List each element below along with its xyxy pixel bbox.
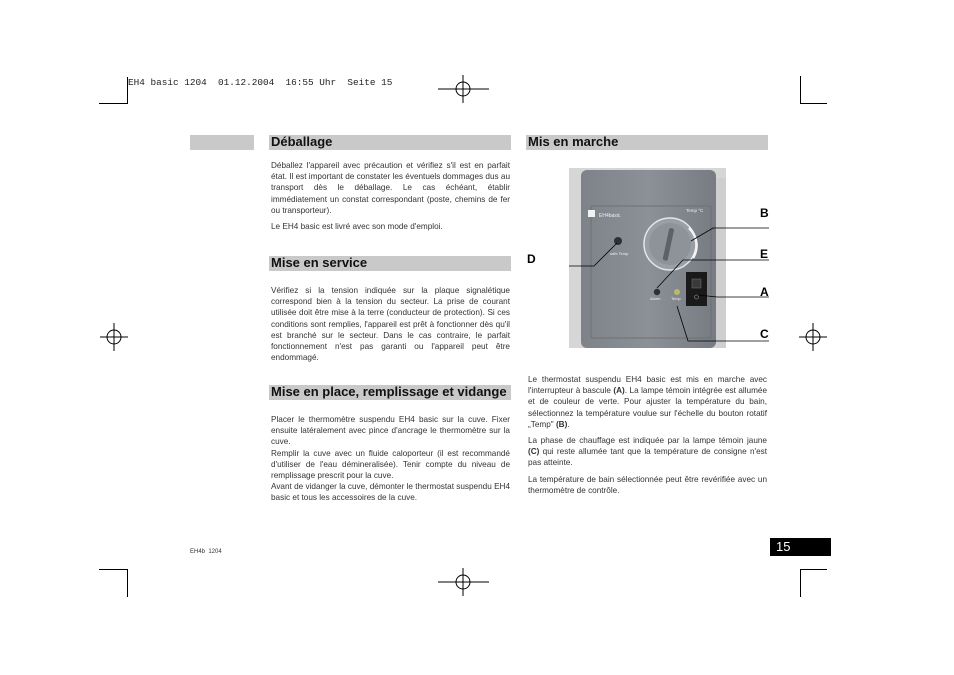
ref-c: (C) [528, 447, 540, 457]
section-title: Mise en place, remplissage et vidange [271, 384, 507, 399]
paragraph: Déballez l'appareil avec précaution et vérifiez s'il est en parfait état. Il est important de constater les éventuels dommages dus au transport dès le déballage. Le cas échéant, établir immédiatement un constat correspondant (poste, chemins de fer ou transporteur). [271, 161, 510, 215]
ref-b: (B) [555, 419, 568, 429]
text-run: . La lampe témoin intégrée est allumée et de couleur de verte. Pour ajuster la température du bain, sélectionnez la température voulue sur l'échelle du bouton rotatif „Temp" [528, 386, 767, 429]
text-run: qui reste allumée tant que la température de consigne n'est pas atteinte. [528, 447, 767, 468]
section-title: Mis en marche [528, 134, 619, 149]
brand-label: EH4basic [599, 213, 621, 219]
callout-b: B [760, 206, 769, 220]
paragraph [528, 374, 767, 430]
paragraph: Placer le thermomètre suspendu EH4 basic sur la cuve. Fixer ensuite latéralement avec pince d'ancrage le thermomètre sur la cuve. [271, 415, 510, 447]
page-number: 15 [776, 539, 791, 554]
text-run: Le thermostat suspendu EH4 basic est mis en marche avec l'interrupteur à bascule [528, 375, 767, 396]
paragraph: Vérifiez si la tension indiquée sur la plaque signalétique correspond bien à la tension du secteur. La prise de courant utilisée doit être mise à la terre (conducteur de protection). Si ces conditions sont remplies, l'appareil est prêt à fonctionner dès qu'il est branché sur le secteur. Dans le cas contraire, le parfait fonctionnement n'est pas garanti ou l'appareil peut être endommagé. [271, 286, 510, 363]
text-run: . [567, 419, 570, 429]
print-header: EH4 basic 1204 01.12.2004 16:55 Uhr Seite 15 [128, 77, 393, 88]
temp-scale-label: Temp °C [686, 208, 704, 213]
paragraph [528, 435, 767, 469]
paragraph: Avant de vidanger la cuve, démonter le thermostat suspendu EH4 basic et tous les accessoires de la cuve. [271, 482, 510, 503]
callout-e: E [760, 247, 769, 261]
footer-code: EH4b 1204 [190, 549, 222, 555]
ref-a: (A) [613, 386, 625, 396]
text-run: La phase de chauffage est indiquée par la lampe témoin jaune [528, 436, 767, 446]
callout-d: D [527, 252, 536, 266]
page-number-box [770, 538, 831, 556]
callout-c: C [760, 327, 769, 341]
callout-a: A [760, 285, 769, 299]
section-title: Mise en service [271, 255, 368, 270]
safe-temp-label: safe Temp [610, 251, 629, 256]
section-title: Déballage [271, 134, 333, 149]
section-body-mis-en-marche [528, 374, 767, 501]
temp-lamp-label: Temp [671, 296, 681, 301]
paragraph: La température de bain sélectionnée peut être revérifiée avec un thermomètre de contrôle. [528, 474, 767, 495]
alarm-label: Alarm [650, 296, 661, 301]
paragraph: Remplir la cuve avec un fluide caloporteur (il est recommandé d'utiliser de l'eau démineralisée). Tenir compte du niveau de remplissage prescrit pour la cuve. [271, 448, 510, 481]
paragraph: Le EH4 basic est livré avec son mode d'emploi. [271, 222, 443, 232]
